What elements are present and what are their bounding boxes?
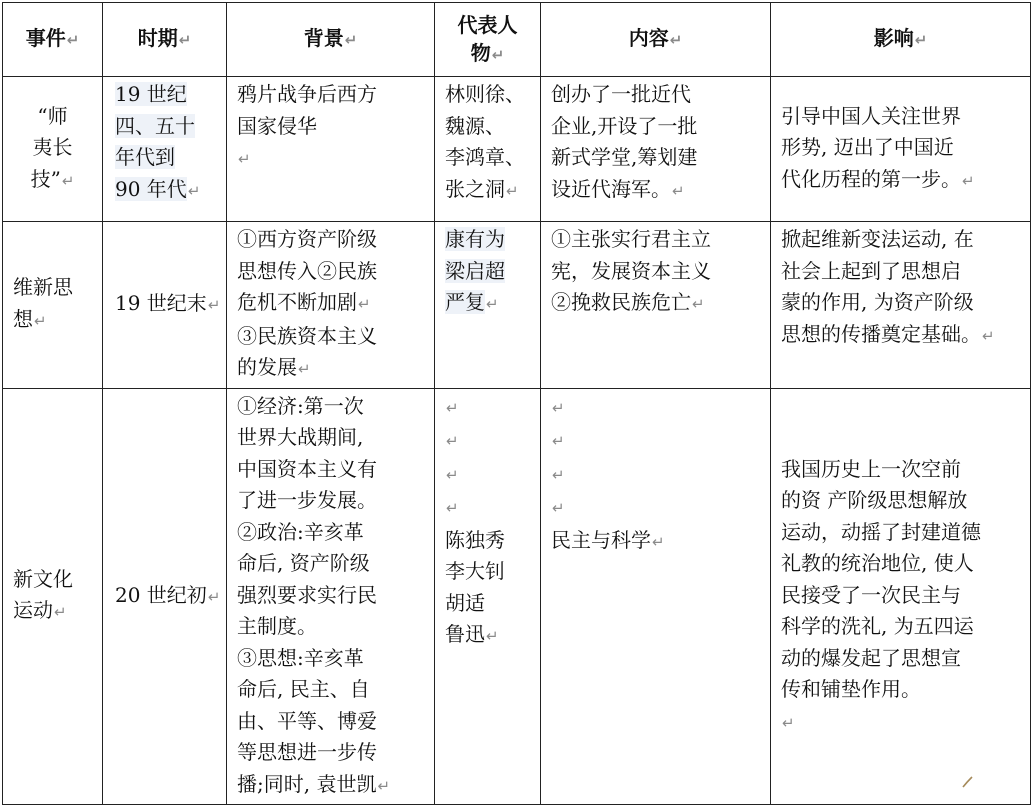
return-mark-icon: ↵ <box>446 499 459 517</box>
cell-line <box>551 111 760 143</box>
cell-text: 90 年代 <box>115 176 187 201</box>
cell-line <box>237 737 424 769</box>
cell-text: 四、五十 <box>115 113 195 138</box>
cell-text: 民主与科学 <box>551 527 651 552</box>
return-mark-icon: ↵ <box>672 181 685 200</box>
return-mark-icon: ↵ <box>782 713 795 732</box>
cell-text: 主制度。 <box>237 614 317 638</box>
cell-line <box>237 548 424 580</box>
table-row <box>3 222 1031 389</box>
return-mark-icon: ↵ <box>486 295 499 313</box>
return-mark-icon: ↵ <box>506 181 519 200</box>
cell-line <box>237 321 424 353</box>
header-event: 事件↵ <box>3 3 103 77</box>
cell-text: 社会上起到了思想启 <box>781 258 961 283</box>
cell-impact <box>771 77 1031 222</box>
header-period: 时期↵ <box>103 3 227 77</box>
cell-text: 国家侵华 <box>237 113 317 138</box>
return-mark-icon: ↵ <box>652 532 665 551</box>
return-mark-icon: ↵ <box>446 398 459 417</box>
cell-line <box>115 79 216 111</box>
cell-line <box>551 491 760 525</box>
cell-text: 运动，动摇了封建道德 <box>781 519 981 544</box>
cell-text: ②挽救民族危亡 <box>551 290 691 314</box>
cell-line <box>781 517 1020 549</box>
cell-text: 了进一步发展。 <box>237 488 377 512</box>
cell-background <box>227 77 435 222</box>
cell-text: 胡适 <box>445 590 485 615</box>
cell-line <box>445 142 530 174</box>
table-row <box>3 77 1031 222</box>
cell-line <box>551 525 760 559</box>
cell-line <box>781 256 1020 288</box>
cell-impact <box>771 222 1031 389</box>
cell-text: 企业,开设了一批 <box>551 113 698 138</box>
cell-text: ③思想:辛亥革 <box>237 645 364 670</box>
cell-content <box>541 388 771 805</box>
cell-line <box>445 287 530 321</box>
cell-line <box>237 643 424 675</box>
cell-text: ③民族资本主义 <box>237 323 377 348</box>
return-mark-icon: ↵ <box>34 311 47 330</box>
cell-line <box>445 525 530 557</box>
cell-text: 等思想进一步传 <box>237 740 377 764</box>
cell-line <box>781 548 1020 580</box>
cell-line <box>445 174 530 208</box>
cell-period <box>103 388 227 805</box>
cell-text: 民接受了一次民主与 <box>781 582 961 607</box>
cell-content <box>541 77 771 222</box>
cell-figures <box>435 222 541 389</box>
cell-text: 魏源、 <box>445 113 505 138</box>
cell-text: 科学的洗礼, 为五四运 <box>781 614 974 638</box>
cell-line <box>237 391 424 423</box>
cell-line <box>551 458 760 492</box>
cell-text: 林则徐、 <box>445 82 525 106</box>
cell-line <box>551 174 760 208</box>
cell-text: 命后, 民主、自 <box>237 677 370 701</box>
cell-text: 宪，发展资本主义 <box>551 258 711 283</box>
cell-line <box>237 287 424 321</box>
cell-event <box>3 77 103 222</box>
return-mark-icon: ↵ <box>552 465 565 484</box>
cell-line <box>781 224 1020 256</box>
cell-text: 夷长 <box>32 135 73 160</box>
cell-text: 我国历史上一次空前 <box>781 456 961 481</box>
cell-line <box>237 454 424 486</box>
cell-text: 运动 <box>13 598 53 623</box>
cell-text: 引导中国人关注世界 <box>781 103 961 128</box>
cell-line <box>551 424 760 458</box>
return-mark-icon: ↵ <box>377 776 391 795</box>
cell-line <box>781 454 1020 486</box>
cell-line <box>13 272 92 304</box>
return-mark-icon: ↵ <box>446 465 459 484</box>
cell-line <box>13 164 92 198</box>
ink-stroke <box>960 776 974 788</box>
cell-line <box>781 101 1020 133</box>
cell-line <box>13 132 92 164</box>
cell-background <box>227 388 435 805</box>
cell-text: 鲁迅 <box>445 622 485 646</box>
cell-line <box>781 287 1020 319</box>
cell-line <box>237 485 424 517</box>
cell-text: “师 <box>37 103 68 128</box>
return-mark-icon: ↵ <box>298 360 311 378</box>
cell-line <box>237 674 424 706</box>
cell-line <box>13 595 92 629</box>
cell-text: 严复 <box>445 290 485 314</box>
cell-text: 19 世纪末 <box>115 291 207 315</box>
cell-line <box>781 164 1020 198</box>
return-mark-icon: ↵ <box>552 499 565 517</box>
return-mark-icon: ↵ <box>207 296 221 314</box>
cell-line <box>445 458 530 492</box>
cell-text: 思想传入②民族 <box>237 258 377 283</box>
cell-line <box>13 304 92 338</box>
return-mark-icon: ↵ <box>238 150 251 168</box>
cell-line <box>13 564 92 596</box>
return-mark-icon: ↵ <box>962 171 975 190</box>
return-mark-icon: ↵ <box>187 181 201 200</box>
cell-text: ①主张实行君主立 <box>551 227 711 251</box>
cell-text: 中国资本主义有 <box>237 456 377 481</box>
cell-content <box>541 222 771 389</box>
cell-line <box>551 142 760 174</box>
cell-line <box>445 424 530 458</box>
cell-line <box>237 517 424 549</box>
cell-text: 动的爆发起了思想宣 <box>781 645 961 670</box>
cell-line <box>237 142 424 176</box>
header-content: 内容↵ <box>541 3 771 77</box>
cell-line <box>445 619 530 653</box>
return-mark-icon: ↵ <box>446 432 459 450</box>
cell-text: 李鸿章、 <box>445 145 525 169</box>
cell-text: 传和铺垫作用。 <box>781 677 921 701</box>
cell-text: 代化历程的第一步。 <box>781 166 961 191</box>
cell-text: 危机不断加剧 <box>237 290 357 314</box>
cell-text: 形势, 迈出了中国近 <box>781 135 954 160</box>
cell-text: 世界大战期间, <box>237 425 364 449</box>
cell-text: 新式学堂,筹划建 <box>551 145 698 169</box>
cell-period <box>103 222 227 389</box>
cell-line <box>237 706 424 738</box>
cell-line <box>445 391 530 425</box>
cell-text: 康有为 <box>445 227 505 251</box>
cell-text: 掀起维新变法运动, 在 <box>781 227 974 251</box>
cell-text: 蒙的作用, 为资产阶级 <box>781 290 974 314</box>
cell-line <box>781 485 1020 517</box>
cell-line <box>781 319 1020 353</box>
cell-text: 礼教的统治地位, 使人 <box>781 551 974 575</box>
cell-line <box>551 224 760 256</box>
cell-text: 陈独秀 <box>445 527 505 552</box>
cell-line <box>445 79 530 111</box>
cell-text: 李大钊 <box>445 559 505 583</box>
cell-line <box>237 580 424 612</box>
cell-line <box>445 111 530 143</box>
cell-line <box>781 706 1020 740</box>
return-mark-icon: ↵ <box>54 603 67 622</box>
cell-line <box>445 224 530 256</box>
cell-line <box>781 674 1020 706</box>
header-figures: 代表人物↵ <box>435 3 541 77</box>
cell-line <box>115 288 221 322</box>
table-row <box>3 388 1031 805</box>
cell-line <box>237 111 424 143</box>
cell-line <box>237 224 424 256</box>
cell-text: 鸦片战争后西方 <box>237 82 377 106</box>
cell-text: 19 世纪 <box>115 82 187 106</box>
cell-line <box>551 256 760 288</box>
header-background: 背景↵ <box>227 3 435 77</box>
cell-line <box>237 79 424 111</box>
cell-line <box>551 391 760 425</box>
cell-text: 强烈要求实行民 <box>237 582 377 607</box>
cell-text: 想 <box>13 306 33 331</box>
cell-line <box>781 132 1020 164</box>
cell-text: 的发展 <box>237 355 297 379</box>
cell-line <box>445 588 530 620</box>
cell-figures <box>435 388 541 805</box>
cell-text: 播;同时, 袁世凯 <box>237 771 377 796</box>
cell-line <box>237 422 424 454</box>
cell-line <box>445 256 530 288</box>
cell-line <box>781 580 1020 612</box>
return-mark-icon: ↵ <box>486 627 499 645</box>
cell-text: 设近代海军。 <box>551 176 671 201</box>
header-impact: 影响↵ <box>771 3 1031 77</box>
cell-text: 张之洞 <box>445 176 505 201</box>
cell-line <box>115 174 216 208</box>
return-mark-icon: ↵ <box>61 171 75 190</box>
cell-text: 命后, 资产阶级 <box>237 551 370 575</box>
cell-line <box>115 111 216 143</box>
cell-line <box>13 101 92 133</box>
history-events-table <box>2 2 1031 805</box>
return-mark-icon: ↵ <box>358 295 371 313</box>
return-mark-icon: ↵ <box>552 398 565 417</box>
cell-text: ①西方资产阶级 <box>237 227 377 251</box>
cell-line <box>551 287 760 321</box>
cell-line <box>781 611 1020 643</box>
cell-figures <box>435 77 541 222</box>
cell-text: 思想的传播奠定基础。 <box>781 321 981 346</box>
cell-text: 20 世纪初 <box>115 582 207 607</box>
cell-text: 创办了一批近代 <box>551 82 691 106</box>
cell-line <box>237 352 424 386</box>
cell-event <box>3 222 103 389</box>
cell-text: ②政治:辛亥革 <box>237 519 364 544</box>
return-mark-icon: ↵ <box>552 432 565 450</box>
cell-text: 技” <box>30 166 61 191</box>
table-header-row <box>3 3 1031 77</box>
cell-text: 维新思 <box>13 275 73 300</box>
cell-background <box>227 222 435 389</box>
return-mark-icon: ↵ <box>982 326 995 345</box>
cell-line <box>237 256 424 288</box>
cell-line <box>237 611 424 643</box>
cell-line <box>445 491 530 525</box>
return-mark-icon: ↵ <box>207 587 221 606</box>
cell-line <box>551 79 760 111</box>
cell-line <box>115 580 221 614</box>
cell-text: 由、平等、博爱 <box>237 708 377 733</box>
cell-text: 新文化 <box>13 566 73 591</box>
cell-text: 年代到 <box>115 145 175 169</box>
cell-text: 的资 产阶级思想解放 <box>781 488 968 512</box>
cell-line <box>445 556 530 588</box>
cell-text: 梁启超 <box>445 258 505 283</box>
cell-impact <box>771 388 1031 805</box>
cell-line <box>237 769 424 803</box>
cell-line <box>115 142 216 174</box>
cell-text: ①经济:第一次 <box>237 393 364 418</box>
cell-period <box>103 77 227 222</box>
cell-event <box>3 388 103 805</box>
return-mark-icon: ↵ <box>692 295 705 313</box>
cell-line <box>781 643 1020 675</box>
